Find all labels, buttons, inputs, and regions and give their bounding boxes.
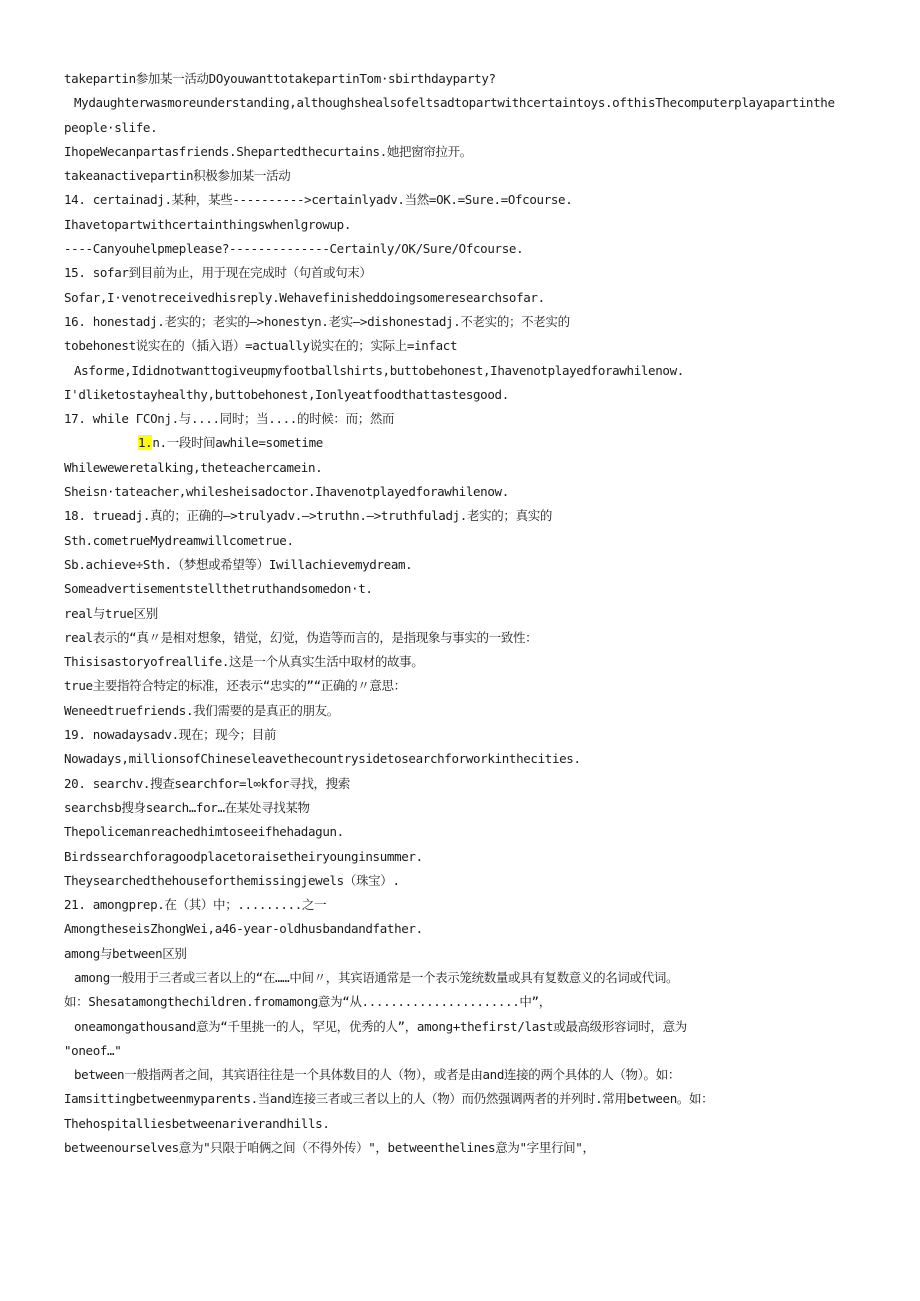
text-line [64,942,880,966]
line-text: Iamsittingbetweenmyparents.当and连接三者或三者以上的人（物）而仍然强调两者的并列时.常用between。如： [64,1091,714,1107]
line-text: 16. honestadj.老实的；老实的—>honestyn.老实—>dishonestadj.不老实的；不老实的 [64,313,570,329]
text-line [64,869,880,893]
line-text: among一般用于三者或三者以上的“在……中间〃，其宾语通常是一个表示笼统数量或具有复数意义的名词或代词。 [74,969,679,985]
line-text: Theysearchedthehouseforthemissingjewels（珠宝）. [64,872,400,888]
line-text: tobehonest说实在的（插入语）=actually说实在的；实际上=infact [64,338,458,354]
line-text: Thehospitalliesbetweenariverandhills. [64,1115,330,1131]
line-text: real表示的“真〃是相对想象，错觉，幻觉，伪造等而言的，是指现象与事实的一致性： [64,629,538,645]
text-line [64,990,880,1014]
line-text: n.一段时间awhile=sometime [152,435,323,451]
line-text: ----Canyouhelpmeplease?--------------Certainly/OK/Sure/Ofcourse. [64,241,524,257]
text-line [64,1039,880,1063]
text-line [64,334,880,358]
text-line [64,893,880,917]
line-text: 19. nowadaysadv.现在；现今；目前 [64,727,277,743]
text-line [64,553,880,577]
line-text: Sheisn·tateacher,whilesheisadoctor.Ihavenotplayedforawhilenow. [64,484,509,500]
line-text: Sb.achieve÷Sth.（梦想或希望等）Iwillachievemydream. [64,556,413,572]
text-line [64,1112,880,1136]
line-text: Sth.cometrueMydreamwillcometrue. [64,532,294,548]
line-text: Sofar,I·venotreceivedhisreply.Wehavefinisheddoingsomeresearchsofar. [64,289,545,305]
line-text: 18. trueadj.真的；正确的—>trulyadv.—>truthn.—>truthfuladj.老实的；真实的 [64,508,553,524]
line-text: Asforme,Ididnotwanttogiveupmyfootballshirts,buttobehonest,Ihavenotplayedforawhilenow. [74,362,684,378]
line-text: Birdssearchforagoodplacetoraisetheiryounginsummer. [64,848,423,864]
text-line [64,650,880,674]
line-text: I'dliketostayhealthy,buttobehonest,Ionlyeatfoodthattastesgood. [64,386,509,402]
line-text: Whileweweretalking,theteachercamein. [64,459,323,475]
line-text: people·slife. [64,119,158,135]
line-text: 21. amongprep.在（其）中；.........之一 [64,897,327,913]
line-text: among与between区别 [64,945,187,961]
text-line [64,845,880,869]
text-line [64,188,880,212]
text-line [64,723,880,747]
line-text: IhopeWecanpartasfriends.Shepartedthecurtains.她把窗帘拉开。 [64,143,472,159]
line-text: betweenourselves意为"只限于咱俩之间（不得外传）"，betweenthelines意为"字里行间"， [64,1140,595,1156]
text-line [64,310,880,334]
highlighted-marker: 1. [138,435,153,451]
line-text: 20. searchv.搜查searchfor=l∞kfor寻找，搜索 [64,775,350,791]
line-text: Thisisastoryofreallife.这是一个从真实生活中取材的故事。 [64,654,424,670]
text-line [64,116,880,140]
text-line [64,917,880,941]
text-line [64,286,880,310]
line-text: takeanactivepartin积极参加某一活动 [64,168,291,184]
line-text: "oneof…" [64,1042,122,1058]
text-line [64,529,880,553]
line-text: Nowadays,millionsofChineseleavethecountrysidetosearchforworkinthecities. [64,751,581,767]
text-line [64,91,880,115]
line-text: 17. while ΓCOnj.与....同时；当....的时候：而；然而 [64,411,395,427]
text-line [64,820,880,844]
line-text: Thepolicemanreachedhimtoseeifhehadagun. [64,824,344,840]
line-text: Someadvertisementstellthetruthandsomedon·t. [64,581,373,597]
text-line [64,796,880,820]
text-line [64,359,880,383]
line-text: AmongtheseisZhongWei,a46-year-oldhusbandandfather. [64,921,423,937]
text-line [64,431,880,455]
line-text: Weneedtruefriends.我们需要的是真正的朋友。 [64,702,339,718]
text-line [64,602,880,626]
line-text: 如：Shesatamongthechildren.fromamong意为“从......................中”， [64,994,551,1010]
line-text: between一般指两者之间，其宾语往往是一个具体数目的人（物），或者是由and连接的两个具体的人（物）。如： [74,1067,681,1083]
text-line [64,383,880,407]
text-line [64,140,880,164]
text-line [64,480,880,504]
text-line [64,1136,880,1160]
text-line [64,577,880,601]
text-line [64,261,880,285]
text-line [64,504,880,528]
line-text: 14. certainadj.某种，某些---------->certainlyadv.当然=OK.=Sure.=Ofcourse. [64,192,573,208]
text-line [64,164,880,188]
line-text: takepartin参加某一活动DOyouwanttotakepartinTom·sbirthdayparty? [64,71,496,86]
text-line [64,456,880,480]
text-line [64,699,880,723]
text-line [64,407,880,431]
text-line [64,674,880,698]
line-text: Ihavetopartwithcertainthingswhenlgrowup. [64,216,352,232]
text-line [64,626,880,650]
line-text: true主要指符合特定的标准，还表示“忠实的”“正确的〃意思： [64,678,406,694]
text-line [64,747,880,771]
line-text: oneamongathousand意为“千里挑一的人，罕见，优秀的人”，among+thefirst/last或最高级形容词时，意为 [74,1018,687,1034]
text-line [64,772,880,796]
line-text: real与true区别 [64,605,158,621]
line-text: Mydaughterwasmoreunderstanding,althoughshealsofeltsadtopartwithcertaintoys.ofthisThecomputerplayapartinthe [74,95,835,111]
text-line [64,1063,880,1087]
text-line [64,966,880,990]
text-line [64,1087,880,1111]
text-line [64,213,880,237]
text-line [64,1015,880,1039]
text-line [64,67,880,91]
line-text: 15. sofar到目前为止，用于现在完成时（句首或句末） [64,265,372,281]
line-text: searchsb搜身search…for…在某处寻找某物 [64,799,310,815]
text-line [64,237,880,261]
